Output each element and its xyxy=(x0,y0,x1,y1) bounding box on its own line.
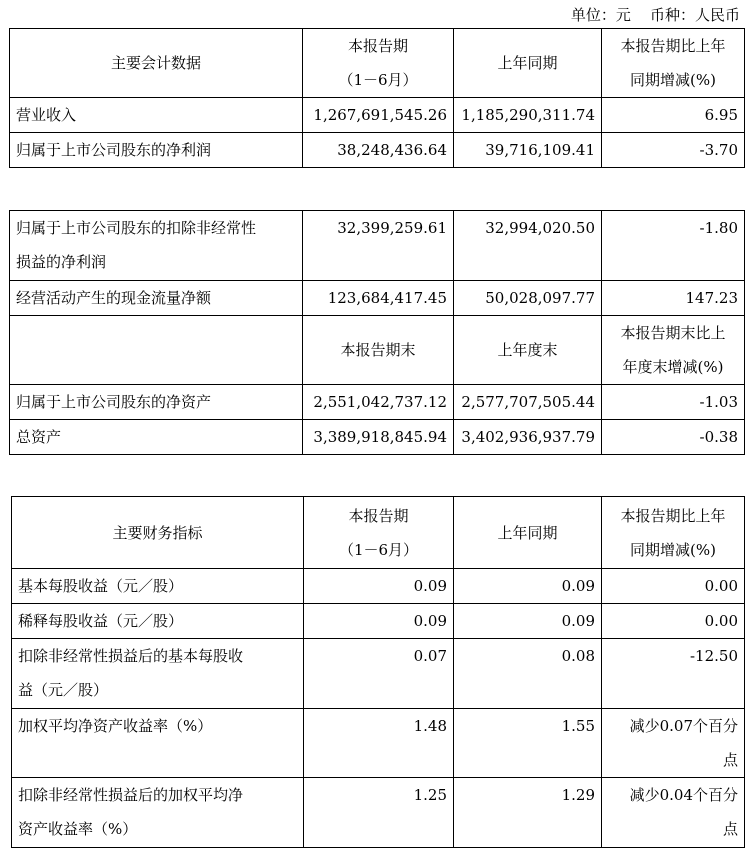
change-value: 减少0.07个百分 点 xyxy=(602,709,745,778)
current-value: 0.09 xyxy=(304,569,454,604)
header-current-period: 本报告期 （1－6月） xyxy=(304,497,454,569)
header-change-pct: 本报告期比上年 同期增减(%) xyxy=(602,497,745,569)
header-change-pct: 本报告期比上年 同期增减(%) xyxy=(602,29,745,98)
row-label: 扣除非经常性损益后的基本每股收 益（元／股） xyxy=(12,639,304,709)
row-label: 归属于上市公司股东的净资产 xyxy=(10,385,303,420)
header-prior-period: 上年同期 xyxy=(454,497,602,569)
header-key-accounting-data: 主要会计数据 xyxy=(10,29,303,98)
change-value: 0.00 xyxy=(602,569,745,604)
change-value: -12.50 xyxy=(602,639,745,709)
current-value: 32,399,259.61 xyxy=(303,211,454,281)
table-row xyxy=(10,98,745,133)
subheader-empty xyxy=(10,316,303,385)
row-label: 总资产 xyxy=(10,420,303,455)
table-header-row xyxy=(12,497,745,569)
current-value: 0.09 xyxy=(304,604,454,639)
row-label: 经营活动产生的现金流量净额 xyxy=(10,281,303,316)
prior-value: 39,716,109.41 xyxy=(454,133,602,168)
header-period-end: 本报告期末 xyxy=(303,316,454,385)
header-key-financial-indicators: 主要财务指标 xyxy=(12,497,304,569)
key-accounting-data-table xyxy=(9,28,745,168)
prior-value: 0.09 xyxy=(454,569,602,604)
table-row xyxy=(10,385,745,420)
row-label: 稀释每股收益（元／股） xyxy=(12,604,304,639)
row-label: 归属于上市公司股东的扣除非经常性 损益的净利润 xyxy=(10,211,303,281)
row-label: 基本每股收益（元／股） xyxy=(12,569,304,604)
row-label: 营业收入 xyxy=(10,98,303,133)
current-value: 3,389,918,845.94 xyxy=(303,420,454,455)
current-value: 1,267,691,545.26 xyxy=(303,98,454,133)
prior-value: 1,185,290,311.74 xyxy=(454,98,602,133)
change-value: -3.70 xyxy=(602,133,745,168)
table-row xyxy=(10,281,745,316)
change-value: 147.23 xyxy=(602,281,745,316)
table-subheader-row xyxy=(10,316,745,385)
change-value: -1.03 xyxy=(602,385,745,420)
table-row xyxy=(10,133,745,168)
prior-value: 2,577,707,505.44 xyxy=(454,385,602,420)
current-value: 0.07 xyxy=(304,639,454,709)
header-prior-period: 上年同期 xyxy=(454,29,602,98)
unit-label: 单位：元 xyxy=(570,6,631,24)
header-change-pct: 本报告期末比上 年度末增减(%) xyxy=(602,316,745,385)
header-current-period: 本报告期 （1－6月） xyxy=(303,29,454,98)
currency-label: 币种：人民币 xyxy=(649,6,740,24)
table-row xyxy=(12,604,745,639)
prior-value: 3,402,936,937.79 xyxy=(454,420,602,455)
change-value: 减少0.04个百分 点 xyxy=(602,778,745,848)
row-label: 加权平均净资产收益率（%） xyxy=(12,709,304,778)
net-profit-assets-table xyxy=(9,210,745,455)
table-row xyxy=(12,778,745,848)
row-label: 扣除非经常性损益后的加权平均净 资产收益率（%） xyxy=(12,778,304,848)
prior-value: 1.55 xyxy=(454,709,602,778)
current-value: 1.25 xyxy=(304,778,454,848)
current-value: 1.48 xyxy=(304,709,454,778)
current-value: 123,684,417.45 xyxy=(303,281,454,316)
table-header-row xyxy=(10,29,745,98)
header-prior-year-end: 上年度末 xyxy=(454,316,602,385)
unit-currency-line xyxy=(571,4,740,25)
prior-value: 0.08 xyxy=(454,639,602,709)
key-financial-indicators-table xyxy=(11,496,745,848)
table-row xyxy=(12,709,745,778)
table-row xyxy=(12,569,745,604)
table-row xyxy=(10,420,745,455)
change-value: 6.95 xyxy=(602,98,745,133)
table-row xyxy=(10,211,745,281)
current-value: 38,248,436.64 xyxy=(303,133,454,168)
current-value: 2,551,042,737.12 xyxy=(303,385,454,420)
prior-value: 50,028,097.77 xyxy=(454,281,602,316)
change-value: -1.80 xyxy=(602,211,745,281)
change-value: 0.00 xyxy=(602,604,745,639)
change-value: -0.38 xyxy=(602,420,745,455)
prior-value: 0.09 xyxy=(454,604,602,639)
row-label: 归属于上市公司股东的净利润 xyxy=(10,133,303,168)
table-row xyxy=(12,639,745,709)
prior-value: 1.29 xyxy=(454,778,602,848)
prior-value: 32,994,020.50 xyxy=(454,211,602,281)
